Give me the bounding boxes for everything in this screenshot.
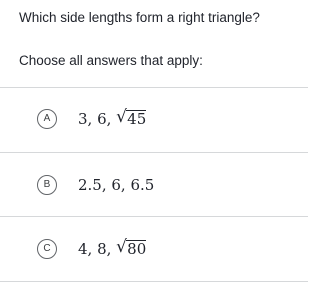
choice-c-radicand: 80 — [127, 240, 147, 258]
instruction-text: Choose all answers that apply: — [19, 53, 203, 68]
sqrt-icon: √ — [116, 237, 128, 257]
choice-a-sqrt — [116, 109, 146, 129]
choice-c-value — [78, 239, 146, 259]
question-text: Which side lengths form a right triangle? — [19, 10, 260, 25]
choice-c-prefix: 4, 8, — [78, 240, 117, 258]
choice-a-value — [78, 109, 146, 129]
choice-c[interactable] — [0, 217, 308, 281]
choice-a-prefix: 3, 6, — [78, 110, 117, 128]
choice-a[interactable] — [0, 88, 308, 152]
choice-b[interactable] — [0, 153, 308, 217]
choice-c-sqrt — [116, 239, 146, 259]
choice-a-badge: A — [37, 109, 57, 129]
sqrt-icon: √ — [116, 107, 128, 127]
choice-c-badge: C — [37, 239, 57, 259]
choice-b-value: 2.5, 6, 6.5 — [78, 176, 155, 194]
choice-b-badge: B — [37, 175, 57, 195]
divider — [0, 281, 308, 282]
choice-a-radicand: 45 — [127, 110, 147, 128]
